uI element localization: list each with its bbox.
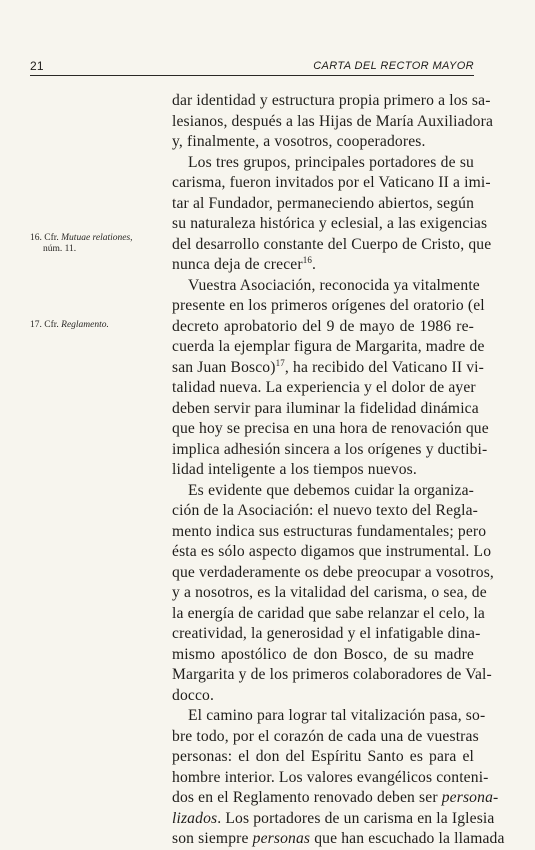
text-line: talidad nueva. La experiencia y el dolor de ayer [172, 379, 476, 396]
text-line: ésta es sólo aspecto digamos que instrumental. Lo [172, 543, 492, 560]
text-line: hombre interior. Los valores evangélicos conteni- [172, 768, 489, 786]
text-line: ción de la Asociación: el nuevo texto del Regla- [172, 502, 478, 519]
text-line: mismo apostólico de don Bosco, de su madre [172, 645, 474, 663]
text-line [172, 255, 474, 276]
text-run: son siempre [172, 830, 253, 847]
footnote-marker-16: 16 [302, 255, 313, 265]
text-line: carisma, fueron invitados por el Vaticano II a imi- [172, 174, 491, 191]
text-line: decreto aprobatorio del 9 de mayo de 1986 re- [172, 317, 474, 335]
text-line [172, 788, 499, 809]
text-line: presente en los primeros orígenes del oratorio (el [172, 297, 485, 314]
footnote-reference: Reglamento. [61, 320, 109, 330]
text-run: . [312, 256, 317, 273]
page-number: 21 [30, 59, 44, 73]
footnote-marker-17: 17 [275, 357, 285, 368]
text-line [172, 829, 505, 850]
footnote-17 [30, 320, 165, 331]
text-run: san Juan Bosco) [172, 358, 276, 376]
text-line [172, 357, 485, 379]
text-line: que verdaderamente os debe preocupar a vosotros, [172, 563, 494, 581]
italic-run: personas [252, 830, 311, 847]
text-run: dos en el Reglamento renovado deben ser [172, 789, 442, 806]
text-line [172, 809, 495, 830]
footnote-prefix: 17. Cfr. [30, 320, 62, 330]
footnote-continuation: núm. 11. [43, 244, 77, 254]
running-title: CARTA DEL RECTOR MAYOR [313, 60, 474, 72]
text-line: personas: el don del Espíritu Santo es para el [172, 748, 474, 765]
text-line: docco. [172, 686, 215, 704]
text-line: cuerda la ejemplar figura de Margarita, madre de [172, 338, 485, 355]
text-run: . Los portadores de un carisma en la Iglesia [217, 809, 495, 827]
text-line: implica adhesión sincera a los orígenes y ductibi- [172, 440, 488, 458]
page-header [30, 57, 474, 76]
text-line: El camino para lograr tal vitalización pasa, so- [188, 707, 486, 724]
text-line: Es evidente que debemos cuidar la organiza- [188, 481, 474, 499]
text-line: dar identidad y estructura propia primero a los sa- [172, 92, 491, 109]
footnote-prefix: 16. Cfr. [30, 233, 62, 243]
text-line: lesianos, después a las Hijas de María Auxiliadora [172, 112, 494, 130]
text-line: y, finalmente, a vosotros, cooperadores. [172, 133, 426, 150]
text-line: deben servir para iluminar la fidelidad dinámica [172, 399, 479, 417]
text-line: la energía de caridad que sabe relanzar el celo, la [172, 604, 485, 622]
text-line: que hoy se precisa en una hora de renovación que [172, 420, 489, 437]
text-line: tar al Fundador, permaneciendo abiertos, según [172, 194, 475, 212]
text-run: que han escuchado la llamada [310, 830, 505, 847]
text-line: Vuestra Asociación, reconocida ya vitalmente [188, 276, 480, 294]
text-line: mento indica sus estructuras fundamentales; pero [172, 522, 487, 540]
text-line: del desarrollo constante del Cuerpo de Cristo, que [172, 235, 492, 253]
text-line: lidad inteligente a los tiempos nuevos. [172, 461, 417, 478]
text-line: Los tres grupos, principales portadores de su [188, 153, 474, 171]
footnote-reference: Mutuae relationes, [61, 233, 133, 243]
main-text [172, 91, 505, 850]
text-line: creatividad, la generosidad y el infatigable dina- [172, 625, 481, 642]
italic-run: persona- [441, 789, 499, 806]
footnote-16 [30, 233, 165, 255]
text-line: Margarita y de los primeros colaboradores de Val- [172, 666, 492, 683]
text-line: bre todo, por el corazón de cada una de vuestras [172, 727, 479, 745]
text-run: nunca deja de crecer [172, 256, 303, 273]
italic-run: lizados [172, 809, 218, 827]
text-line: su naturaleza histórica y eclesial, a las exigencias [172, 215, 488, 232]
text-line: y a nosotros, es la vitalidad del carisma, o sea, de [172, 584, 487, 601]
text-run: , ha recibido del Vaticano II vi- [284, 358, 485, 376]
